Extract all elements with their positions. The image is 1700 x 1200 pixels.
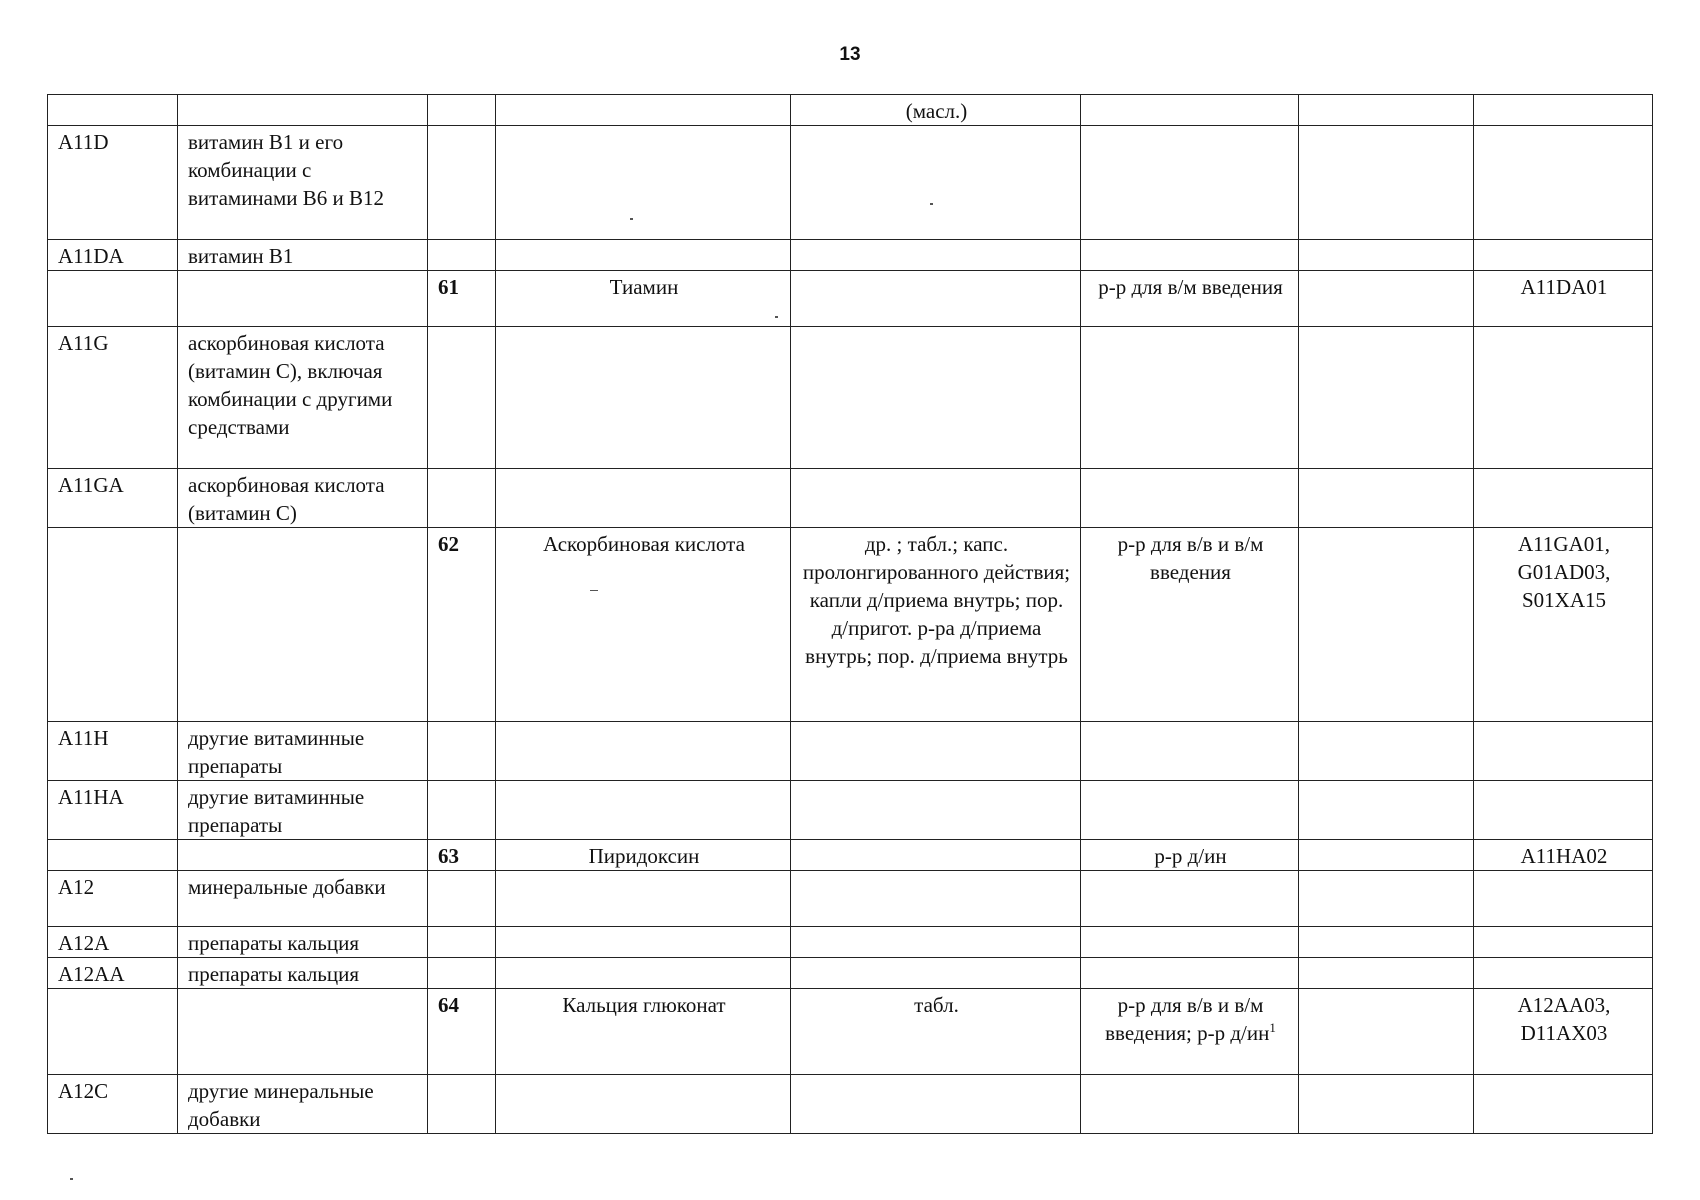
item-number: [428, 126, 496, 240]
atc-group-code: A11GA: [48, 469, 178, 528]
scan-speck: [930, 203, 933, 205]
atc-group-name: другие витаминные препараты: [178, 781, 428, 840]
item-number: [428, 958, 496, 989]
drug-name: [496, 1075, 791, 1134]
scan-speck: [590, 590, 598, 591]
atc-group-code: A11HA: [48, 781, 178, 840]
atc-group-code: A12C: [48, 1075, 178, 1134]
atc-group-code: [48, 528, 178, 722]
dosage-forms: [791, 722, 1081, 781]
drug-name: Тиамин: [496, 271, 791, 327]
atc-group-code: A11H: [48, 722, 178, 781]
injection-forms: [1081, 871, 1299, 927]
atc-group-name: препараты кальция: [178, 958, 428, 989]
atc-group-name: другие минеральные добавки: [178, 1075, 428, 1134]
item-number: [428, 95, 496, 126]
atc-group-name: [178, 840, 428, 871]
atc-group-name: препараты кальция: [178, 927, 428, 958]
atc-group-code: [48, 271, 178, 327]
item-number: 63: [428, 840, 496, 871]
item-number: 61: [428, 271, 496, 327]
atc-codes: [1474, 927, 1653, 958]
drug-name: Кальция глюконат: [496, 989, 791, 1075]
injection-forms: [1081, 722, 1299, 781]
atc-group-code: A11DA: [48, 240, 178, 271]
injection-forms: [1081, 95, 1299, 126]
atc-group-code: A11G: [48, 327, 178, 469]
atc-codes: [1474, 958, 1653, 989]
dosage-forms: [791, 271, 1081, 327]
atc-codes: [1474, 871, 1653, 927]
drug-name: [496, 958, 791, 989]
injection-forms: [1081, 958, 1299, 989]
item-number: [428, 722, 496, 781]
dosage-forms: [791, 871, 1081, 927]
atc-codes: [1474, 126, 1653, 240]
atc-group-code: A12AA: [48, 958, 178, 989]
injection-forms: [1081, 126, 1299, 240]
drug-name: [496, 469, 791, 528]
drug-name: Пиридоксин: [496, 840, 791, 871]
dosage-forms: [791, 927, 1081, 958]
scan-speck: [775, 316, 778, 318]
extra-column: [1299, 989, 1474, 1075]
extra-column: [1299, 871, 1474, 927]
injection-forms: [1081, 781, 1299, 840]
dosage-forms: [791, 1075, 1081, 1134]
scan-speck: [70, 1178, 73, 1180]
injection-forms: р-р для в/м введения: [1081, 271, 1299, 327]
atc-group-name: аскорбиновая кислота (витамин С), включая комбинации с другими средствами: [178, 327, 428, 469]
atc-codes: A11DA01: [1474, 271, 1653, 327]
injection-forms: р-р д/ин: [1081, 840, 1299, 871]
item-number: 64: [428, 989, 496, 1075]
item-number: 62: [428, 528, 496, 722]
injection-forms: р-р для в/в и в/м введения: [1081, 528, 1299, 722]
drug-name: [496, 95, 791, 126]
injection-forms: [1081, 240, 1299, 271]
atc-codes: [1474, 95, 1653, 126]
drug-name: [496, 240, 791, 271]
atc-group-name: [178, 271, 428, 327]
atc-group-name: [178, 95, 428, 126]
extra-column: [1299, 781, 1474, 840]
atc-group-code: A11D: [48, 126, 178, 240]
table-row: [48, 126, 1653, 240]
atc-group-code: A12: [48, 871, 178, 927]
extra-column: [1299, 126, 1474, 240]
item-number: [428, 469, 496, 528]
atc-group-name: аскорбиновая кислота (витамин С): [178, 469, 428, 528]
table-row: [48, 240, 1653, 271]
table-row: [48, 871, 1653, 927]
atc-codes: [1474, 722, 1653, 781]
dosage-forms: [791, 781, 1081, 840]
drug-name: [496, 722, 791, 781]
dosage-forms: [791, 126, 1081, 240]
table-row: [48, 989, 1653, 1075]
extra-column: [1299, 95, 1474, 126]
table-row: [48, 781, 1653, 840]
drug-name: [496, 927, 791, 958]
item-number: [428, 240, 496, 271]
footnote-marker: 1: [1269, 1020, 1276, 1035]
drug-name: [496, 126, 791, 240]
page-number: 13: [839, 44, 861, 65]
extra-column: [1299, 1075, 1474, 1134]
atc-codes: [1474, 469, 1653, 528]
drug-name: [496, 327, 791, 469]
item-number: [428, 327, 496, 469]
drug-name: Аскорбиновая кислота: [496, 528, 791, 722]
atc-codes: A12AA03, D11AX03: [1474, 989, 1653, 1075]
dosage-forms: др. ; табл.; капс. пролонгированного действия; капли д/приема внутрь; пор. д/пригот. р-ра д/приема внутрь; пор. д/приема внутрь: [791, 528, 1081, 722]
extra-column: [1299, 327, 1474, 469]
table-row: [48, 95, 1653, 126]
atc-group-code: [48, 840, 178, 871]
atc-group-code: A12A: [48, 927, 178, 958]
dosage-forms: [791, 469, 1081, 528]
extra-column: [1299, 722, 1474, 781]
extra-column: [1299, 958, 1474, 989]
extra-column: [1299, 271, 1474, 327]
table-row: [48, 271, 1653, 327]
table-row: [48, 722, 1653, 781]
atc-codes: [1474, 1075, 1653, 1134]
extra-column: [1299, 240, 1474, 271]
atc-codes: [1474, 240, 1653, 271]
extra-column: [1299, 528, 1474, 722]
atc-codes: A11GA01, G01AD03, S01XA15: [1474, 528, 1653, 722]
table-row: [48, 958, 1653, 989]
extra-column: [1299, 469, 1474, 528]
dosage-forms: табл.: [791, 989, 1081, 1075]
atc-group-name: [178, 528, 428, 722]
injection-forms: [1081, 1075, 1299, 1134]
atc-group-name: витамин В1: [178, 240, 428, 271]
injection-forms: [1081, 327, 1299, 469]
table-row: [48, 927, 1653, 958]
atc-group-code: [48, 989, 178, 1075]
extra-column: [1299, 840, 1474, 871]
dosage-forms: [791, 327, 1081, 469]
scan-speck: [630, 218, 633, 220]
dosage-forms: [791, 240, 1081, 271]
drug-name: [496, 781, 791, 840]
item-number: [428, 871, 496, 927]
item-number: [428, 927, 496, 958]
injection-forms: р-р для в/в и в/м введения; р-р $д/ин^1$: [1081, 989, 1299, 1075]
extra-column: [1299, 927, 1474, 958]
dosage-forms: (масл.): [791, 95, 1081, 126]
atc-group-name: другие витаминные препараты: [178, 722, 428, 781]
table-row: [48, 327, 1653, 469]
item-number: [428, 781, 496, 840]
atc-codes: [1474, 327, 1653, 469]
table-row: [48, 1075, 1653, 1134]
drug-name: [496, 871, 791, 927]
dosage-forms: [791, 958, 1081, 989]
drug-list-table: [47, 94, 1653, 1134]
table-row: [48, 840, 1653, 871]
injection-forms: [1081, 927, 1299, 958]
table-row: [48, 528, 1653, 722]
atc-group-name: [178, 989, 428, 1075]
atc-group-name: витамин В1 и его комбинации с витаминами В6 и В12: [178, 126, 428, 240]
injection-forms: [1081, 469, 1299, 528]
table-row: [48, 469, 1653, 528]
item-number: [428, 1075, 496, 1134]
atc-group-name: минеральные добавки: [178, 871, 428, 927]
atc-codes: A11HA02: [1474, 840, 1653, 871]
dosage-forms: [791, 840, 1081, 871]
atc-group-code: [48, 95, 178, 126]
atc-codes: [1474, 781, 1653, 840]
